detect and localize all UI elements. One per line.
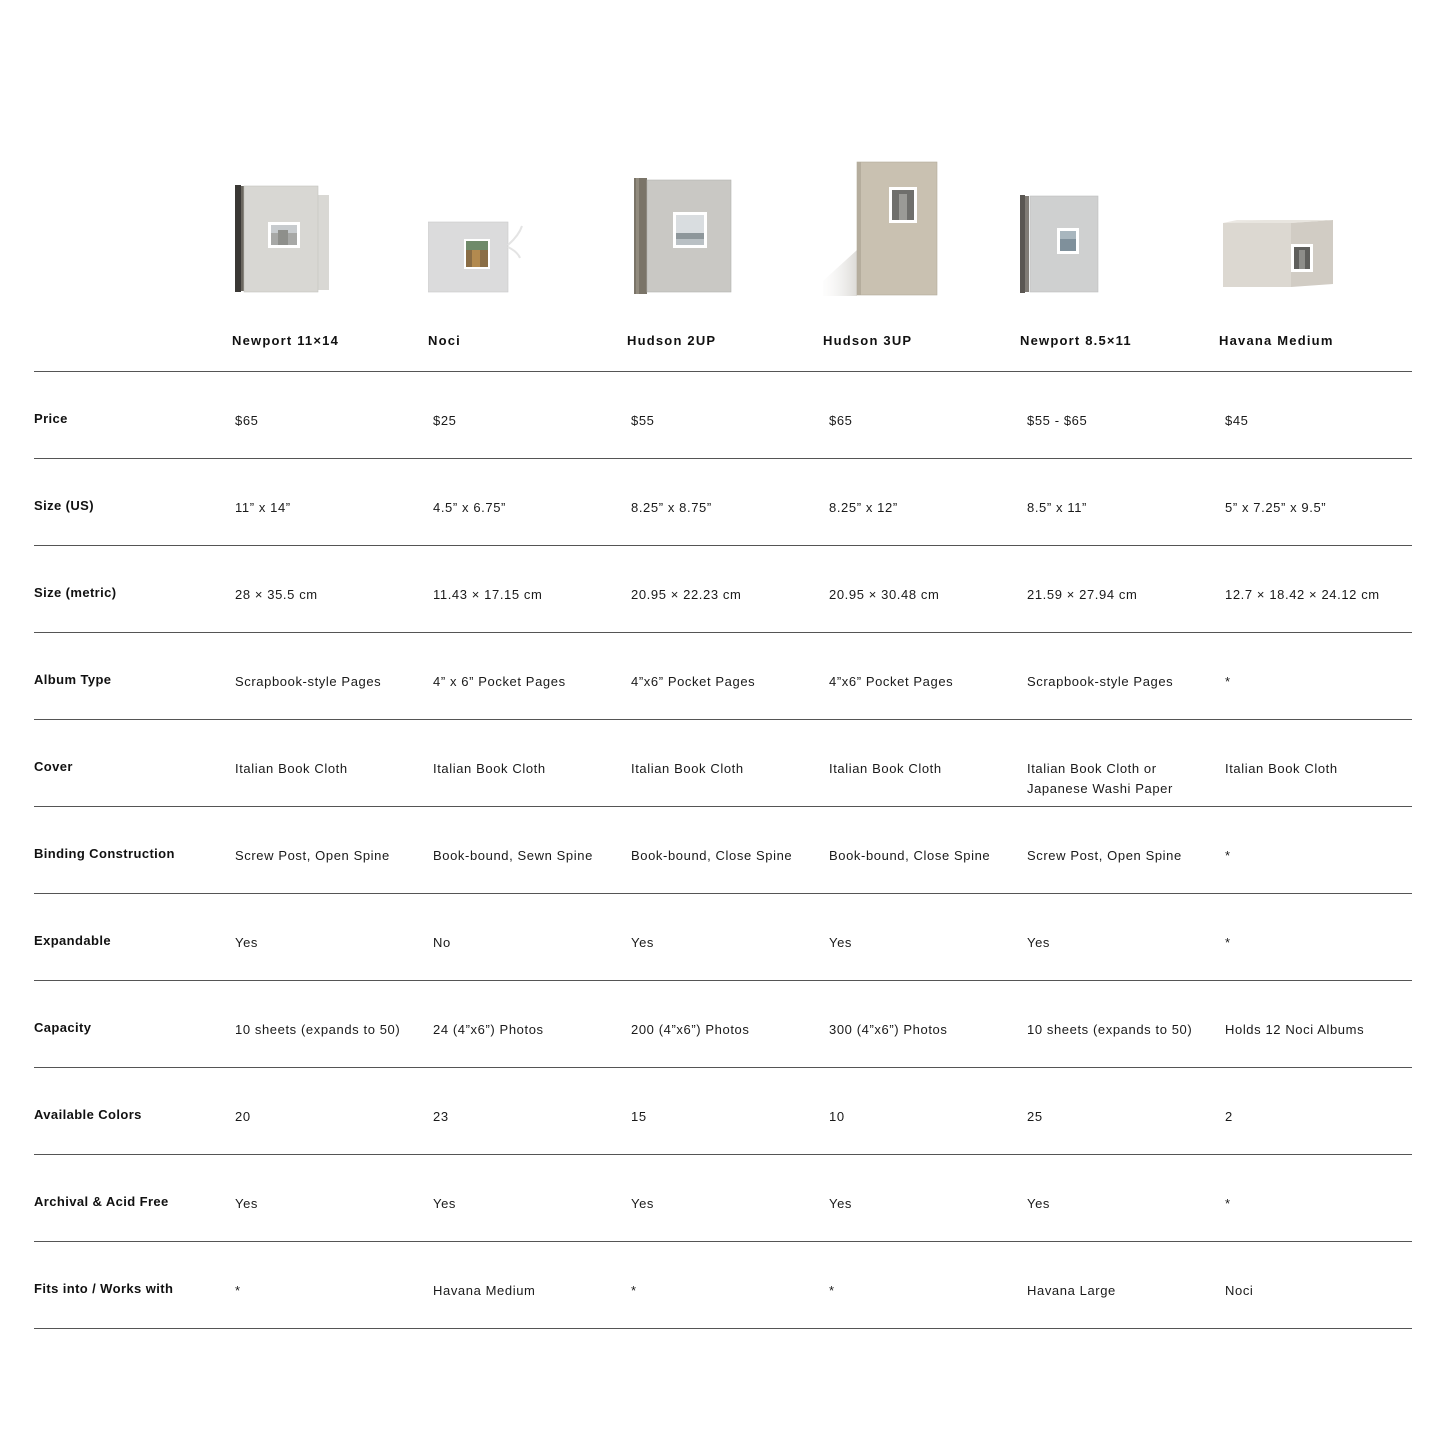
table-cell: Scrapbook-style Pages — [1027, 674, 1174, 689]
table-cell: Italian Book Cloth — [1225, 761, 1338, 776]
table-cell: $45 — [1225, 413, 1249, 428]
row-label: Fits into / Works with — [34, 1281, 174, 1296]
table-cell: Italian Book Cloth — [829, 761, 942, 776]
table-cell: * — [631, 1283, 637, 1298]
table-cell: Screw Post, Open Spine — [1027, 848, 1182, 863]
row-binding-construction — [34, 807, 1412, 894]
table-cell: $25 — [433, 413, 457, 428]
table-cell: * — [1225, 848, 1231, 863]
havana-medium-box-image[interactable] — [1219, 150, 1409, 305]
table-cell: 8.25” x 8.75” — [631, 500, 712, 515]
row-cover — [34, 720, 1412, 807]
table-cell: 4”x6” Pocket Pages — [631, 674, 756, 689]
comparison-table — [34, 150, 1412, 1329]
table-cell: 12.7 × 18.42 × 24.12 cm — [1225, 587, 1380, 602]
row-label: Capacity — [34, 1020, 92, 1035]
table-cell: Yes — [1027, 935, 1051, 950]
table-cell: Italian Book Cloth — [433, 761, 546, 776]
row-size-us — [34, 459, 1412, 546]
product-name: Hudson 2UP — [627, 333, 717, 348]
row-fits-into-works-with — [34, 1242, 1412, 1329]
table-cell: $65 — [235, 413, 259, 428]
row-capacity — [34, 981, 1412, 1068]
table-cell: Yes — [1027, 1196, 1051, 1211]
table-cell: 11.43 × 17.15 cm — [433, 587, 543, 602]
table-cell: Havana Medium — [433, 1283, 536, 1298]
table-cell: Yes — [829, 1196, 853, 1211]
row-available-colors — [34, 1068, 1412, 1155]
row-price — [34, 372, 1412, 459]
table-cell: 300 (4”x6”) Photos — [829, 1022, 948, 1037]
table-cell: 20 — [235, 1109, 251, 1124]
row-label: Cover — [34, 759, 73, 774]
table-cell: No — [433, 935, 451, 950]
table-cell: Yes — [631, 935, 655, 950]
table-cell: Book-bound, Close Spine — [829, 848, 991, 863]
table-cell: Book-bound, Sewn Spine — [433, 848, 593, 863]
product-column-newport-8-5x11[interactable] — [1020, 150, 1210, 371]
product-column-hudson-2up[interactable] — [627, 150, 817, 371]
table-cell: 8.5” x 11” — [1027, 500, 1087, 515]
row-archival-acid-free — [34, 1155, 1412, 1242]
table-cell: 2 — [1225, 1109, 1233, 1124]
row-label: Album Type — [34, 672, 112, 687]
table-cell: $65 — [829, 413, 853, 428]
table-cell: Yes — [433, 1196, 457, 1211]
product-name: Newport 8.5×11 — [1020, 333, 1132, 348]
table-cell: * — [235, 1283, 241, 1298]
table-cell: Screw Post, Open Spine — [235, 848, 390, 863]
table-cell: 20.95 × 30.48 cm — [829, 587, 940, 602]
product-column-havana-medium[interactable] — [1219, 150, 1409, 371]
table-cell: 24 (4”x6”) Photos — [433, 1022, 544, 1037]
table-cell: 11” x 14” — [235, 500, 291, 515]
table-cell: Yes — [631, 1196, 655, 1211]
table-cell: Holds 12 Noci Albums — [1225, 1022, 1365, 1037]
table-cell: 28 × 35.5 cm — [235, 587, 318, 602]
row-label: Binding Construction — [34, 846, 175, 861]
row-label: Archival & Acid Free — [34, 1194, 169, 1209]
table-cell: 21.59 × 27.94 cm — [1027, 587, 1138, 602]
table-cell: 4” x 6” Pocket Pages — [433, 674, 566, 689]
table-cell: 4.5” x 6.75” — [433, 500, 506, 515]
row-album-type — [34, 633, 1412, 720]
table-cell: $55 — [631, 413, 655, 428]
table-cell: Noci — [1225, 1283, 1254, 1298]
table-cell: 20.95 × 22.23 cm — [631, 587, 742, 602]
product-column-noci[interactable] — [428, 150, 618, 371]
noci-album-image[interactable] — [428, 150, 618, 305]
table-cell: 10 — [829, 1109, 845, 1124]
table-cell: Italian Book Cloth — [235, 761, 348, 776]
product-column-newport-11x14[interactable] — [232, 150, 422, 371]
product-name: Havana Medium — [1219, 333, 1334, 348]
newport-11x14-album-image[interactable] — [232, 150, 422, 305]
table-cell: Yes — [235, 935, 259, 950]
table-cell: Havana Large — [1027, 1283, 1116, 1298]
product-header-row — [34, 150, 1412, 372]
table-cell: Yes — [829, 935, 853, 950]
table-cell: 23 — [433, 1109, 449, 1124]
table-cell: 5” x 7.25” x 9.5” — [1225, 500, 1327, 515]
hudson-2up-album-image[interactable] — [627, 150, 817, 305]
row-label: Expandable — [34, 933, 111, 948]
table-cell: 4”x6” Pocket Pages — [829, 674, 954, 689]
table-cell: Italian Book Cloth — [631, 761, 744, 776]
row-size-metric — [34, 546, 1412, 633]
table-cell: 25 — [1027, 1109, 1043, 1124]
table-cell: * — [1225, 674, 1231, 689]
product-name: Noci — [428, 333, 461, 348]
table-cell: Italian Book Cloth or Japanese Washi Paper — [1027, 761, 1173, 796]
table-cell: 10 sheets (expands to 50) — [1027, 1022, 1193, 1037]
hudson-3up-album-image[interactable] — [823, 150, 1013, 305]
table-cell: $55 - $65 — [1027, 413, 1088, 428]
table-cell: Scrapbook-style Pages — [235, 674, 382, 689]
product-name: Newport 11×14 — [232, 333, 340, 348]
row-label: Price — [34, 411, 68, 426]
product-name: Hudson 3UP — [823, 333, 913, 348]
table-cell: * — [1225, 935, 1231, 950]
product-column-hudson-3up[interactable] — [823, 150, 1013, 371]
row-label: Size (US) — [34, 498, 94, 513]
row-label: Available Colors — [34, 1107, 142, 1122]
table-cell: Yes — [235, 1196, 259, 1211]
row-expandable — [34, 894, 1412, 981]
table-cell: 8.25” x 12” — [829, 500, 898, 515]
table-cell: Book-bound, Close Spine — [631, 848, 793, 863]
newport-8-5x11-album-image[interactable] — [1020, 150, 1210, 305]
table-cell: 200 (4”x6”) Photos — [631, 1022, 750, 1037]
table-cell: 10 sheets (expands to 50) — [235, 1022, 401, 1037]
table-cell: * — [829, 1283, 835, 1298]
row-label: Size (metric) — [34, 585, 117, 600]
table-cell: * — [1225, 1196, 1231, 1211]
table-cell: 15 — [631, 1109, 647, 1124]
